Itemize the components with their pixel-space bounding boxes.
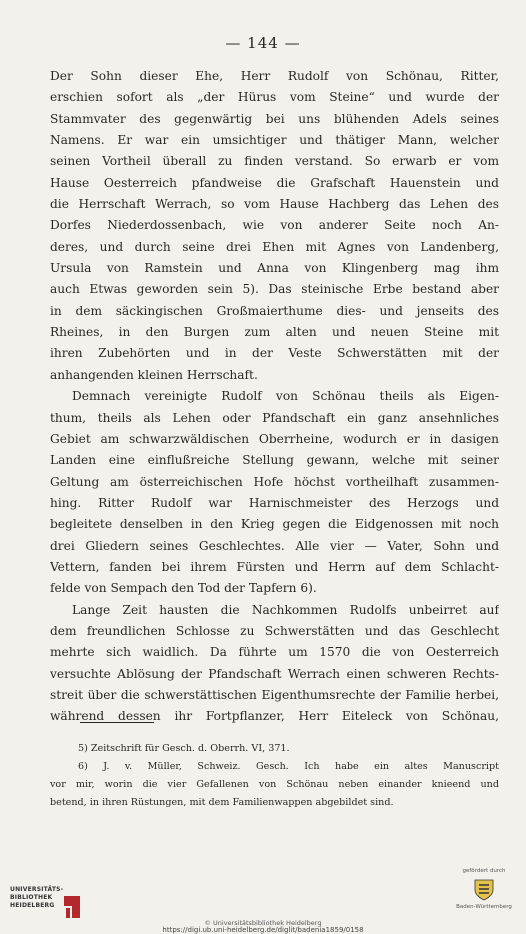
text-line: versuchte Ablösung der Pfandschaft Werrach einen schweren Rechts- — [50, 666, 499, 681]
funder-badge — [454, 868, 514, 928]
text-line: Demnach vereinigte Rudolf von Schönau theils als Eigen- — [72, 389, 499, 404]
text-line: in dem säckingischen Großmaierthume dies- und jenseits des — [50, 303, 499, 318]
text-line: Geltung am österreichischen Hofe höchst vortheilhaft zusammen- — [50, 474, 499, 489]
text-line: thum, theils als Lehen oder Pfandschaft ein ganz ansehnliches — [50, 410, 499, 425]
text-line: Ursula von Ramstein und Anna von Klingenberg mag ihm — [50, 261, 499, 276]
text-line: mehrte sich waidlich. Da führte um 1570 die von Oesterreich — [50, 645, 499, 660]
footnote-line: 6) J. v. Müller, Schweiz. Gesch. Ich habe ein altes Manuscript — [78, 761, 499, 772]
text-line: ihren Zubehörten und in der Veste Schwerstätten mit der — [50, 346, 499, 361]
text-line: deres, und durch seine drei Ehen mit Agnes von Landenberg, — [50, 239, 499, 254]
permalink[interactable]: https://digi.ub.uni-heidelberg.de/diglit/badenia1859/0158 — [162, 926, 364, 934]
text-line: erschien sofort als „der Hürus vom Steine“ und wurde der — [50, 90, 499, 105]
text-line: Namens. Er war ein umsichtiger und thätiger Mann, welcher — [50, 133, 499, 148]
text-line: drei Gliedern seines Geschlechtes. Alle vier — Vater, Sohn und — [50, 538, 499, 553]
text-line: seinen Vortheil überall zu finden verstand. So erwarb er vom — [50, 154, 499, 169]
library-emblem-icon — [62, 894, 82, 920]
text-line: begleitete denselben in den Krieg gegen die Eidgenossen mit noch — [50, 517, 499, 532]
text-line: während dessen ihr Fortpflanzer, Herr Eiteleck von Schönau, — [50, 709, 499, 724]
text-line: anhangenden kleinen Herrschaft. — [50, 367, 258, 382]
footnote-line: betend, in ihren Rüstungen, mit dem Familienwappen abgebildet sind. — [50, 797, 394, 808]
funder-label: gefördert durch — [462, 868, 506, 874]
footnote-divider — [80, 722, 154, 723]
text-line: auch Etwas geworden sein 5). Das steinische Erbe bestand aber — [50, 282, 499, 297]
funder-name: Baden-Württemberg — [456, 904, 512, 910]
page-number: — 144 — — [225, 34, 301, 52]
state-crest-icon — [471, 876, 497, 902]
text-line: Stammvater des gegenwärtig bei uns blühenden Adels seines — [50, 111, 499, 126]
text-line: Gebiet am schwarzwäldischen Oberrheine, wodurch er in dasigen — [50, 431, 499, 446]
footnotes — [50, 740, 499, 812]
text-line: streit über die schwerstättischen Eigenthumsrechte der Familie herbei, — [50, 687, 499, 702]
text-line: Der Sohn dieser Ehe, Herr Rudolf von Schönau, Ritter, — [50, 69, 499, 83]
footnote-line: vor mir, worin die vier Gefallenen von Schönau neben einander knieend und — [50, 779, 499, 790]
text-line: hing. Ritter Rudolf war Harnischmeister des Herzogs und — [50, 495, 499, 510]
text-line: dem freundlichen Schlosse zu Schwerstätten und das Geschlecht — [50, 623, 499, 638]
text-line: Vettern, fanden bei ihrem Fürsten und Herrn auf dem Schlacht- — [50, 559, 499, 574]
footnote-line: 5) Zeitschrift für Gesch. d. Oberrh. VI, 371. — [78, 743, 290, 754]
digitization-footer — [0, 868, 526, 933]
body-text — [50, 66, 499, 728]
text-line: die Herrschaft Werrach, so vom Hause Hachberg das Lehen des — [50, 197, 499, 212]
copyright-notice: © Universitätsbibliothek Heidelberg — [204, 919, 322, 927]
text-line: Lange Zeit hausten die Nachkommen Rudolfs unbeirret auf — [72, 602, 499, 617]
text-line: Dorfes Niederdossenbach, wie von anderer Seite noch An- — [50, 218, 499, 233]
text-line: Hause Oesterreich pfandweise die Grafschaft Hauenstein und — [50, 175, 499, 190]
library-name: UNIVERSITÄTS- BIBLIOTHEK HEIDELBERG — [10, 886, 64, 909]
text-line: felde von Sempach den Tod der Tapfern 6). — [50, 581, 317, 596]
text-line: Landen eine einflußreiche Stellung gewann, welche mit seiner — [50, 453, 499, 468]
text-line: Rheines, in den Burgen zum alten und neuen Steine mit — [50, 325, 499, 340]
